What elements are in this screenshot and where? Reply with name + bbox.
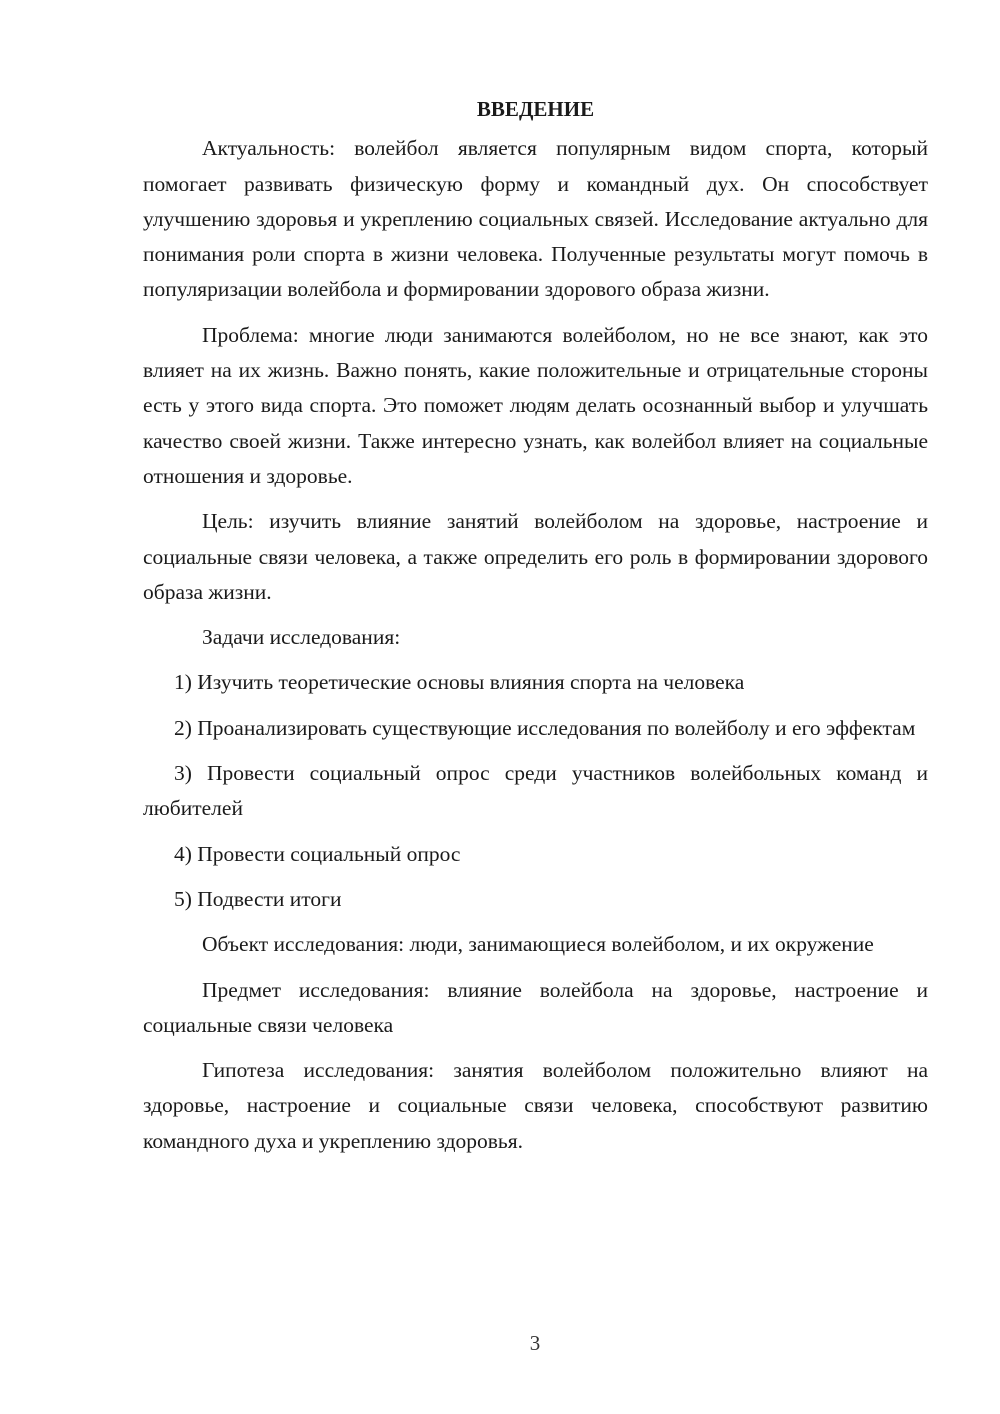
task-item-2: 2) Проанализировать существующие исследования по волейболу и его эффектам (174, 715, 916, 740)
task-item-5: 5) Подвести итоги (174, 886, 342, 911)
problem-paragraph: Проблема: многие люди занимаются волейболом, но не все знают, как это влияет на их жизнь. Важно понять, какие положительные и отрицательные стороны есть у этого вида спорта. Это поможет людям делать осознанный выбор и улучшать качество своей жизни. Также интересно узнать, как волейбол влияет на социальные отношения и здоровье. (143, 322, 928, 488)
section-title: ВВЕДЕНИЕ (476, 97, 595, 121)
goal-paragraph: Цель: изучить влияние занятий волейболом на здоровье, настроение и социальные связи человека, а также определить его роль в формировании здорового образа жизни. (143, 509, 928, 604)
task-item-4: 4) Провести социальный опрос (174, 841, 461, 866)
task-item-1: 1) Изучить теоретические основы влияния спорта на человека (174, 670, 745, 695)
subject-paragraph: Предмет исследования: влияние волейбола на здоровье, настроение и социальные связи человека (143, 977, 928, 1037)
relevance-paragraph: Актуальность: волейбол является популярным видом спорта, который помогает развивать физическую форму и командный дух. Он способствует улучшению здоровья и укреплению социальных связей. Исследование актуально для понимания роли спорта в жизни человека. Полученные результаты могут помочь в популяризации волейбола и формировании здорового образа жизни. (143, 136, 928, 302)
task-item-3: 3) Провести социальный опрос среди участников волейбольных команд и любителей (143, 761, 928, 821)
hypothesis-paragraph: Гипотеза исследования: занятия волейболом положительно влияют на здоровье, настроение и социальные связи человека, способствуют развитию командного духа и укреплению здоровья. (143, 1058, 928, 1153)
page-number: 3 (529, 1331, 541, 1355)
object-paragraph: Объект исследования: люди, занимающиеся волейболом, и их окружение (202, 932, 874, 957)
document-page (143, 92, 928, 1169)
tasks-heading: Задачи исследования: (202, 625, 401, 650)
